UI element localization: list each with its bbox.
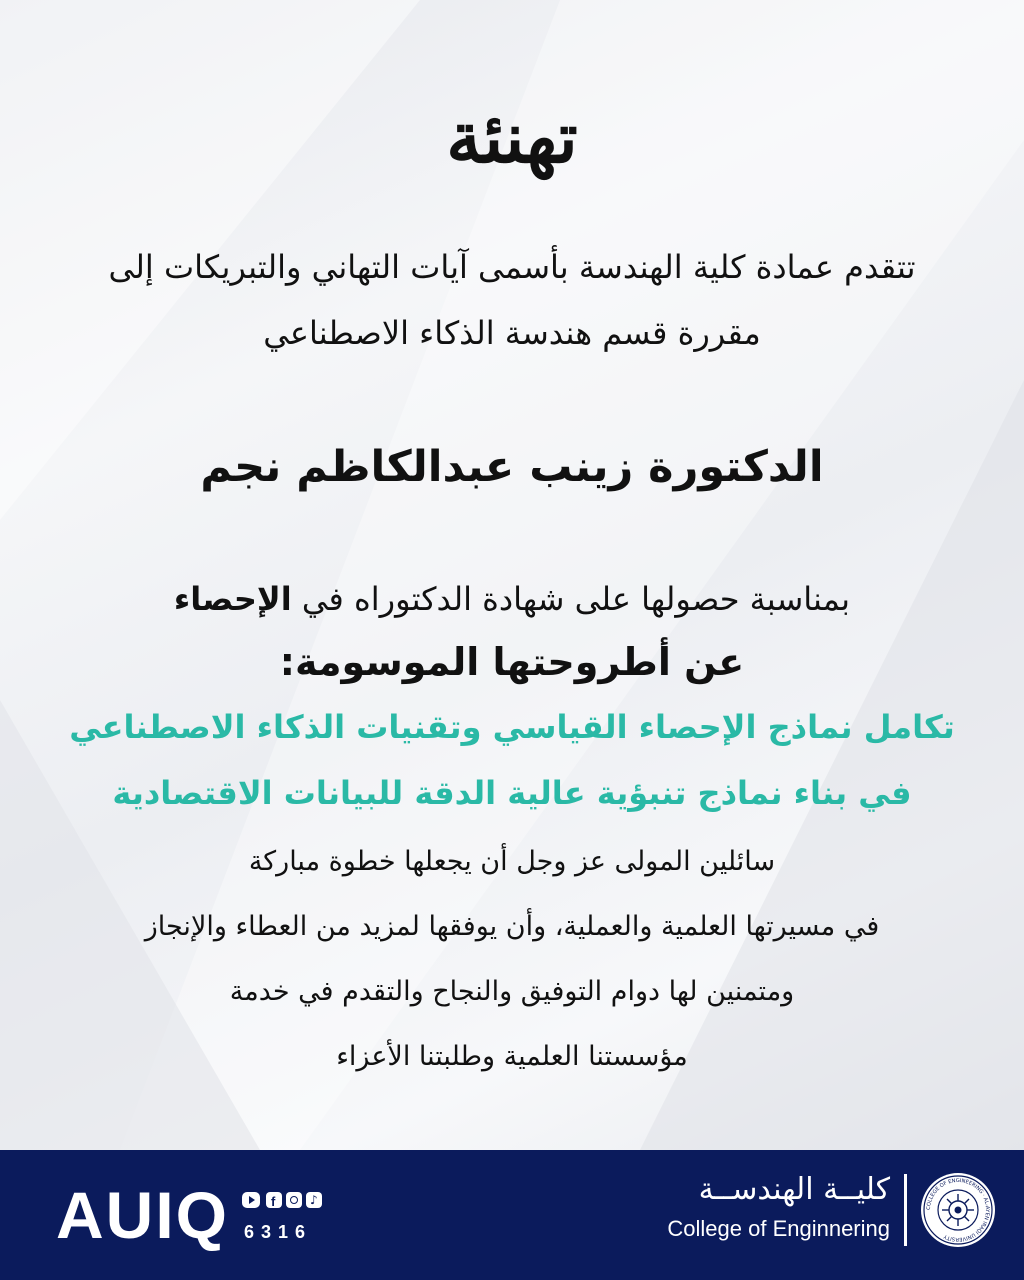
college-name-english: College of Enginnering — [667, 1216, 890, 1241]
card-title: تهنئة — [446, 96, 578, 179]
wishes-line-1: سائلين المولى عز وجل أن يجعلها خطوة مباركة — [248, 846, 776, 877]
college-name-arabic: كليــة الهندســة — [698, 1172, 890, 1207]
thesis-title-line-1: تكامل نماذج الإحصاء القياسي وتقنيات الذكاء الاصطناعي — [69, 708, 955, 746]
facebook-icon[interactable]: f — [266, 1192, 282, 1208]
footer-bar — [0, 1150, 1024, 1280]
auiq-logo-text: AUIQ — [56, 1178, 229, 1252]
occasion-text: بمناسبة حصولها على شهادة الدكتوراه في — [301, 580, 851, 618]
occasion-field: الإحصاء — [173, 580, 292, 618]
university-seal-icon — [920, 1172, 996, 1248]
footer-divider — [904, 1174, 907, 1246]
recipient-name: الدكتورة زينب عبدالكاظم نجم — [200, 442, 824, 492]
thesis-title-line-2: في بناء نماذج تنبؤية عالية الدقة للبيانات الاقتصادية — [112, 774, 912, 812]
thesis-label: عن أطروحتها الموسومة: — [279, 640, 745, 684]
seal-text: COLLEGE OF ENGINEERING · AL-AYEN IRAQI UNIVERSITY — [925, 1177, 991, 1243]
instagram-icon[interactable] — [286, 1192, 302, 1208]
intro-line-2: مقررة قسم هندسة الذكاء الاصطناعي — [263, 314, 761, 352]
wishes-line-2: في مسيرتها العلمية والعملية، وأن يوفقها لمزيد من العطاء والإنجاز — [144, 911, 880, 942]
intro-line-1: تتقدم عمادة كلية الهندسة بأسمى آيات التهاني والتبريكات إلى — [108, 248, 916, 286]
tiktok-icon[interactable]: ♪ — [306, 1192, 322, 1208]
wishes-line-4: مؤسستنا العلمية وطلبتنا الأعزاء — [336, 1041, 688, 1072]
wishes-line-3: ومتمنين لها دوام التوفيق والنجاح والتقدم في خدمة — [229, 976, 795, 1007]
phone-number: 6316 — [244, 1222, 313, 1242]
social-icons — [242, 1192, 332, 1212]
occasion-line — [40, 576, 984, 622]
youtube-icon[interactable] — [242, 1192, 260, 1208]
